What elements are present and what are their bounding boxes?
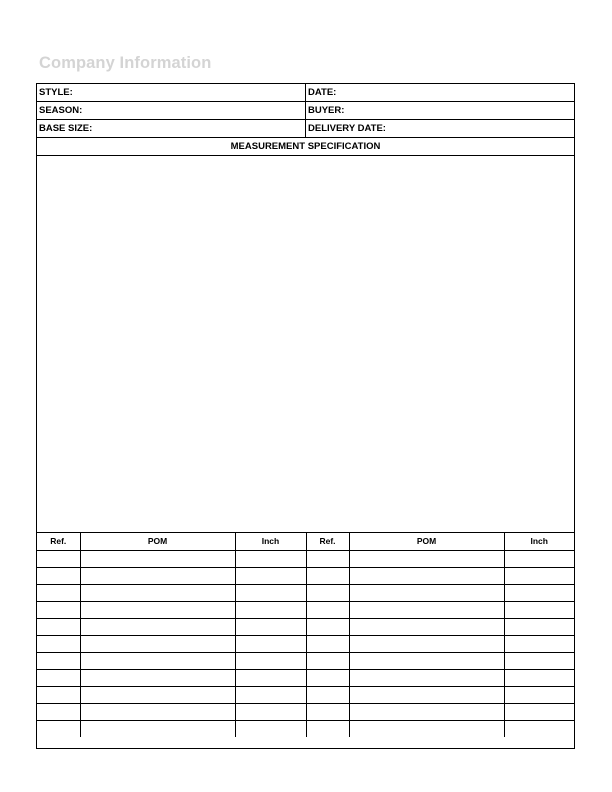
pom-cell[interactable]	[349, 686, 504, 703]
inch-cell[interactable]	[504, 567, 574, 584]
pom-cell[interactable]	[80, 703, 235, 720]
ref-cell[interactable]	[306, 550, 349, 567]
inch-cell[interactable]	[504, 652, 574, 669]
pom-cell[interactable]	[80, 669, 235, 686]
pom-cell[interactable]	[80, 618, 235, 635]
pom-cell[interactable]	[349, 703, 504, 720]
table-row	[37, 601, 574, 618]
column-header-inch: Inch	[504, 533, 574, 550]
pom-table	[37, 533, 574, 737]
ref-cell[interactable]	[306, 618, 349, 635]
ref-cell[interactable]	[37, 567, 80, 584]
inch-cell[interactable]	[235, 720, 306, 737]
inch-cell[interactable]	[235, 550, 306, 567]
measurement-specification-title: MEASUREMENT SPECIFICATION	[37, 138, 574, 156]
inch-cell[interactable]	[235, 635, 306, 652]
company-information-title: Company Information	[39, 54, 212, 72]
ref-cell[interactable]	[37, 584, 80, 601]
pom-cell[interactable]	[349, 567, 504, 584]
inch-cell[interactable]	[504, 720, 574, 737]
pom-cell[interactable]	[349, 635, 504, 652]
ref-cell[interactable]	[306, 601, 349, 618]
inch-cell[interactable]	[235, 669, 306, 686]
table-row	[37, 703, 574, 720]
inch-cell[interactable]	[504, 703, 574, 720]
inch-cell[interactable]	[235, 584, 306, 601]
ref-cell[interactable]	[306, 584, 349, 601]
ref-cell[interactable]	[37, 703, 80, 720]
table-row	[37, 669, 574, 686]
ref-cell[interactable]	[37, 635, 80, 652]
ref-cell[interactable]	[306, 669, 349, 686]
table-row	[37, 618, 574, 635]
table-row	[37, 550, 574, 567]
buyer-field[interactable]: BUYER:	[308, 105, 345, 116]
table-row	[37, 635, 574, 652]
style-field[interactable]: STYLE:	[37, 84, 306, 101]
pom-cell[interactable]	[80, 584, 235, 601]
inch-cell[interactable]	[504, 601, 574, 618]
inch-cell[interactable]	[504, 584, 574, 601]
table-row	[37, 686, 574, 703]
inch-cell[interactable]	[235, 686, 306, 703]
table-row	[37, 584, 574, 601]
pom-cell[interactable]	[80, 635, 235, 652]
inch-cell[interactable]	[235, 618, 306, 635]
header-row-basesize-delivery	[37, 120, 574, 138]
ref-cell[interactable]	[306, 652, 349, 669]
column-header-ref: Ref.	[37, 533, 80, 550]
inch-cell[interactable]	[504, 550, 574, 567]
inch-cell[interactable]	[504, 669, 574, 686]
pom-cell[interactable]	[80, 601, 235, 618]
inch-cell[interactable]	[235, 703, 306, 720]
pom-cell[interactable]	[349, 652, 504, 669]
ref-cell[interactable]	[37, 618, 80, 635]
table-row	[37, 652, 574, 669]
sketch-area[interactable]	[37, 156, 574, 533]
table-row	[37, 567, 574, 584]
pom-cell[interactable]	[80, 550, 235, 567]
ref-cell[interactable]	[37, 550, 80, 567]
inch-cell[interactable]	[235, 601, 306, 618]
ref-cell[interactable]	[37, 669, 80, 686]
column-header-inch: Inch	[235, 533, 306, 550]
pom-cell[interactable]	[80, 720, 235, 737]
season-field[interactable]: SEASON:	[37, 102, 306, 119]
ref-cell[interactable]	[306, 567, 349, 584]
ref-cell[interactable]	[306, 703, 349, 720]
header-row-style-date	[37, 84, 574, 102]
ref-cell[interactable]	[37, 652, 80, 669]
delivery-date-field[interactable]: DELIVERY DATE:	[308, 123, 386, 134]
ref-cell[interactable]	[37, 686, 80, 703]
column-header-ref: Ref.	[306, 533, 349, 550]
column-header-pom: POM	[349, 533, 504, 550]
pom-table-header	[37, 533, 574, 550]
base-size-field[interactable]: BASE SIZE:	[37, 120, 306, 137]
inch-cell[interactable]	[504, 686, 574, 703]
inch-cell[interactable]	[504, 618, 574, 635]
inch-cell[interactable]	[235, 567, 306, 584]
pom-cell[interactable]	[80, 652, 235, 669]
ref-cell[interactable]	[37, 601, 80, 618]
ref-cell[interactable]	[306, 686, 349, 703]
inch-cell[interactable]	[504, 635, 574, 652]
ref-cell[interactable]	[306, 635, 349, 652]
pom-cell[interactable]	[349, 584, 504, 601]
ref-cell[interactable]	[37, 720, 80, 737]
column-header-pom: POM	[80, 533, 235, 550]
inch-cell[interactable]	[235, 652, 306, 669]
spec-sheet	[36, 83, 575, 749]
pom-cell[interactable]	[349, 618, 504, 635]
pom-cell[interactable]	[349, 720, 504, 737]
pom-cell[interactable]	[349, 550, 504, 567]
pom-cell[interactable]	[349, 601, 504, 618]
pom-cell[interactable]	[80, 686, 235, 703]
pom-cell[interactable]	[80, 567, 235, 584]
ref-cell[interactable]	[306, 720, 349, 737]
date-field[interactable]: DATE:	[308, 87, 337, 98]
header-row-season-buyer	[37, 102, 574, 120]
pom-cell[interactable]	[349, 669, 504, 686]
table-row	[37, 720, 574, 737]
